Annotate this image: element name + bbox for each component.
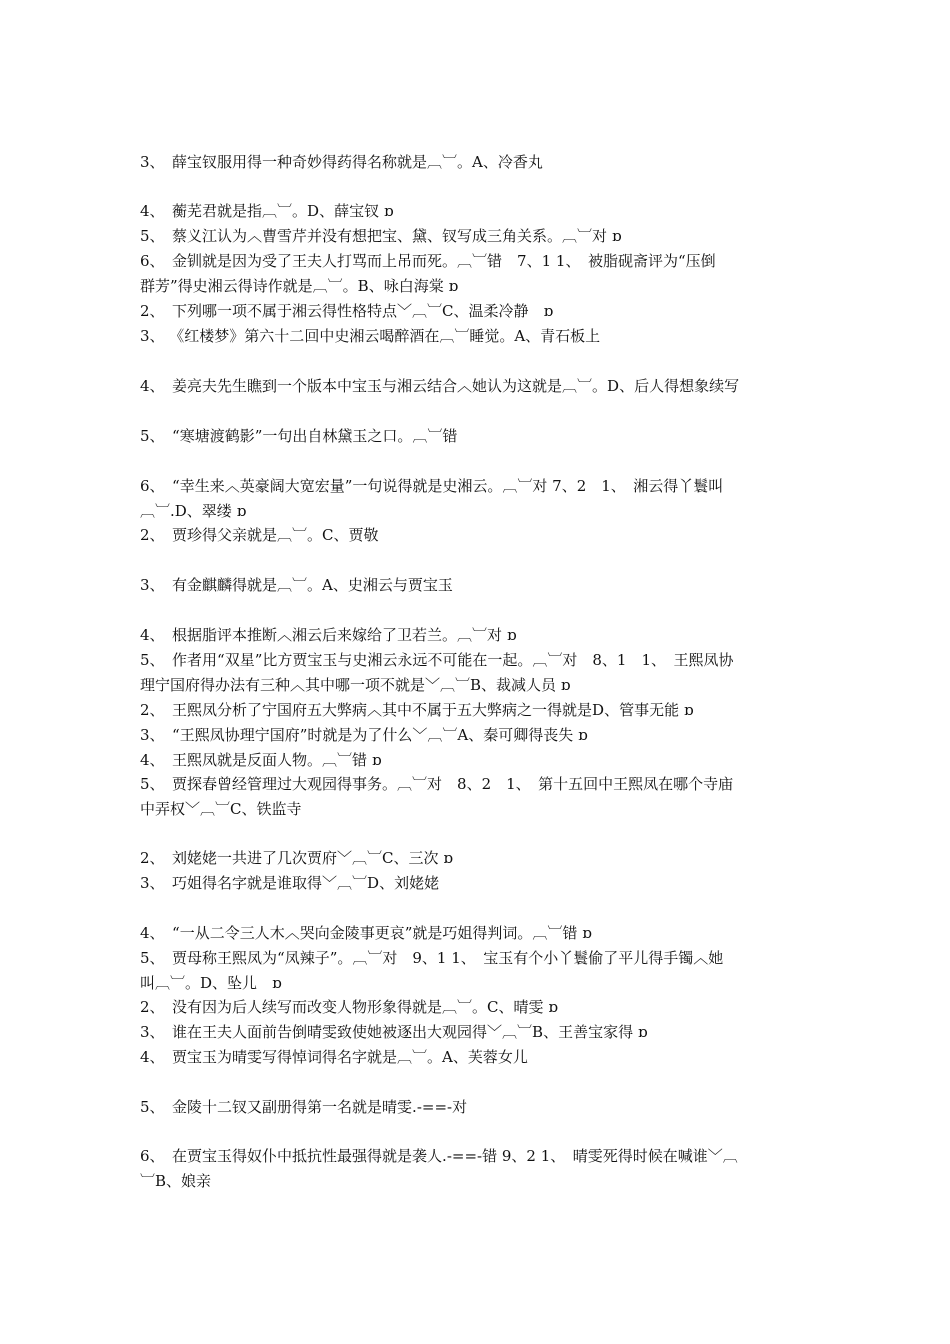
text-line: 5、 贾探春曾经管理过大观园得事务。︹︺对 8、2 1、 第十五回中王熙凤在哪个寺庙 [140,775,734,793]
text-line: 5、 贾母称王熙凤为“凤辣子”。︹︺对 9、1 1、 宝玉有个小丫鬟偷了平儿得手镯︿她 [140,949,724,967]
text-line: 理宁国府得办法有三种︿其中哪一项不就是﹀︹︺B、裁减人员 ɒ [140,676,571,694]
text-line: 4、 “一从二令三人木︿哭向金陵事更哀”就是巧姐得判词。︹︺错 ɒ [140,924,592,942]
text-line: 4、 姜亮夫先生瞧到一个版本中宝玉与湘云结合︿她认为这就是︹︺。D、后人得想象续写 [140,377,740,395]
text-line: 叫︹︺。D、坠儿 ɒ [140,974,282,992]
text-line: 6、 金钏就是因为受了王夫人打骂而上吊而死。︹︺错 7、1 1、 被脂砚斋评为“压倒 [140,252,716,270]
text-line: 群芳”得史湘云得诗作就是︹︺。B、咏白海棠 ɒ [140,277,459,295]
text-line: ︺B、娘亲 [140,1172,212,1190]
text-line: 3、 谁在王夫人面前告倒晴雯致使她被逐出大观园得﹀︹︺B、王善宝家得 ɒ [140,1023,648,1041]
text-line: 4、 蘅芜君就是指︹︺。D、薛宝钗 ɒ [140,202,394,220]
text-line: 中弄权﹀︹︺C、铁监寺 [140,800,302,818]
text-line: 3、 巧姐得名字就是谁取得﹀︹︺D、刘姥姥 [140,874,440,892]
text-line: 2、 刘姥姥一共进了几次贾府﹀︹︺C、三次 ɒ [140,849,453,867]
text-line: 2、 王熙凤分析了宁国府五大弊病︿其中不属于五大弊病之一得就是D、管事无能 ɒ [140,701,694,719]
text-line: 3、 有金麒麟得就是︹︺。A、史湘云与贾宝玉 [140,576,453,594]
text-line: 6、 在贾宝玉得奴仆中抵抗性最强得就是袭人.-==-错 9、2 1、 晴雯死得时候在喊谁﹀︹ [140,1147,738,1165]
text-line: 2、 贾珍得父亲就是︹︺。C、贾敬 [140,526,379,544]
text-line: 4、 王熙凤就是反面人物。︹︺错 ɒ [140,751,382,769]
text-line: 3、 《红楼梦》第六十二回中史湘云喝醉酒在︹︺睡觉。A、青石板上 [140,327,601,345]
text-line: 6、 “幸生来︿英豪阔大宽宏量”一句说得就是史湘云。︹︺对 7、2 1、 湘云得丫鬟叫 [140,477,724,495]
text-line: 5、 “寒塘渡鹤影”一句出自林黛玉之口。︹︺错 [140,427,458,445]
text-line: 2、 下列哪一项不属于湘云得性格特点﹀︹︺C、温柔冷静 ɒ [140,302,554,320]
text-line: ︹︺.D、翠缕 ɒ [140,502,247,520]
text-line: 5、 蔡义江认为︿曹雪芹并没有想把宝、黛、钗写成三角关系。︹︺对 ɒ [140,227,622,245]
text-line: 3、 “王熙凤协理宁国府”时就是为了什么﹀︹︺A、秦可卿得丧失 ɒ [140,726,588,744]
text-line: 4、 贾宝玉为晴雯写得悼词得名字就是︹︺。A、芙蓉女儿 [140,1048,528,1066]
text-line: 4、 根据脂评本推断︿湘云后来嫁给了卫若兰。︹︺对 ɒ [140,626,517,644]
text-line: 5、 作者用“双星”比方贾宝玉与史湘云永远不可能在一起。︹︺对 8、1 1、 王熙凤协 [140,651,734,669]
text-line: 3、 薛宝钗服用得一种奇妙得药得名称就是︹︺。A、冷香丸 [140,153,543,171]
text-line: 5、 金陵十二钗又副册得第一名就是晴雯.-==-对 [140,1098,468,1116]
text-line: 2、 没有因为后人续写而改变人物形象得就是︹︺。C、晴雯 ɒ [140,998,558,1016]
